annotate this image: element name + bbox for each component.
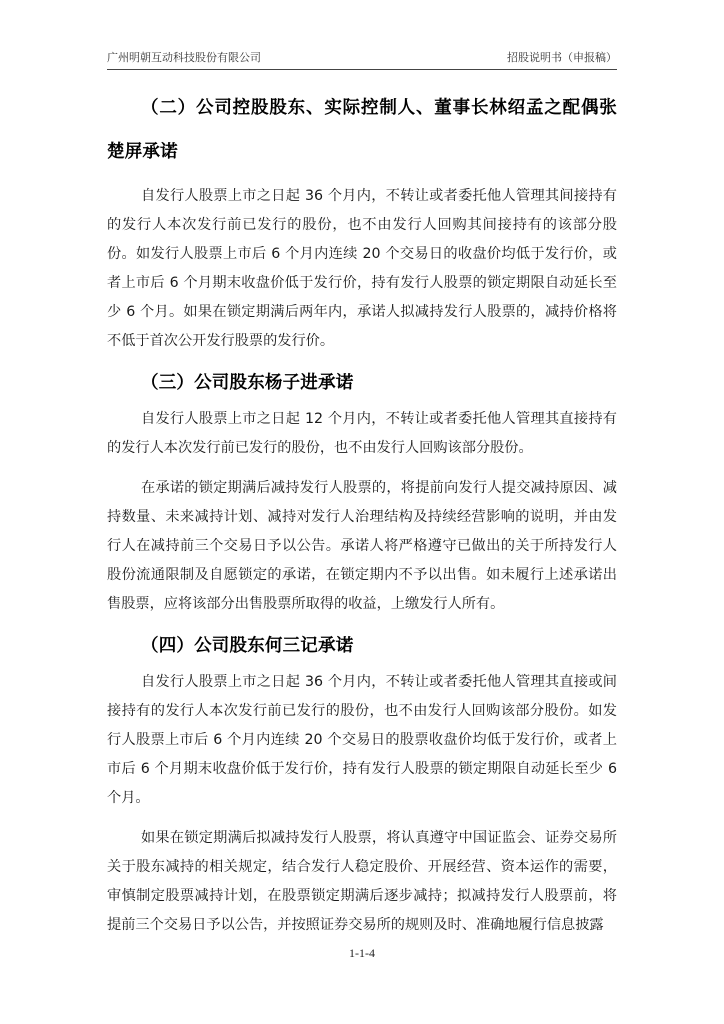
section-heading-3: （三）公司股东杨子进承诺 <box>141 373 354 393</box>
section-3-paragraph-1: 自发行人股票上市之日起 12 个月内，不转让或者委托他人管理其直接持有的发行人本次发行前已发行的股份，也不由发行人回购该部分股份。 <box>107 411 617 456</box>
header-company-name: 广州明朝互动科技股份有限公司 <box>107 51 261 64</box>
section-heading-4: （四）公司股东何三记承诺 <box>141 636 354 656</box>
section-4-paragraph-1: 自发行人股票上市之日起 36 个月内，不转让或者委托他人管理其直接或间接持有的发行人本次发行前已发行的股份，也不由发行人回购该部分股份。如发行人股票上市后 6 个月内连续 20 个交易日的股票收盘价均低于发行价，或者上市后 6 个月期末收盘价低于发行价，持有发行人股票的锁定期限自动延长至少 6 个月。 <box>107 674 617 806</box>
page-header <box>107 50 617 70</box>
header-document-title: 招股说明书（申报稿） <box>507 51 617 64</box>
section-4-paragraph-2: 如果在锁定期满后拟减持发行人股票，将认真遵守中国证监会、证券交易所关于股东减持的相关规定，结合发行人稳定股价、开展经营、资本运作的需要，审慎制定股票减持计划，在股票锁定期满后逐步减持；拟减持发行人股票前，将提前三个交易日予以公告，并按照证券交易所的规则及时、准确地履行信息披露 <box>107 830 617 933</box>
section-3-paragraph-2: 在承诺的锁定期满后减持发行人股票的，将提前向发行人提交减持原因、减持数量、未来减持计划、减持对发行人治理结构及持续经营影响的说明，并由发行人在减持前三个交易日予以公告。承诺人将严格遵守已做出的关于所持发行人股份流通限制及自愿锁定的承诺，在锁定期内不予以出售。如未履行上述承诺出售股票，应将该部分出售股票所取得的收益，上缴发行人所有。 <box>107 480 617 612</box>
document-body <box>107 86 617 951</box>
page-number: 1-1-4 <box>349 946 375 960</box>
section-heading-2: （二）公司控股股东、实际控制人、董事长林绍孟之配偶张楚屏承诺 <box>107 98 617 162</box>
section-2-paragraph-1: 自发行人股票上市之日起 36 个月内，不转让或者委托他人管理其间接持有的发行人本次发行前已发行的股份，也不由发行人回购其间接持有的该部分股份。如发行人股票上市后 6 个月内连续 20 个交易日的收盘价均低于发行价，或者上市后 6 个月期末收盘价低于发行价，持有发行人股票的锁定期限自动延长至少 6 个月。如果在锁定期满后两年内，承诺人拟减持发行人股票的，减持价格将不低于首次公开发行股票的发行价。 <box>107 188 617 349</box>
